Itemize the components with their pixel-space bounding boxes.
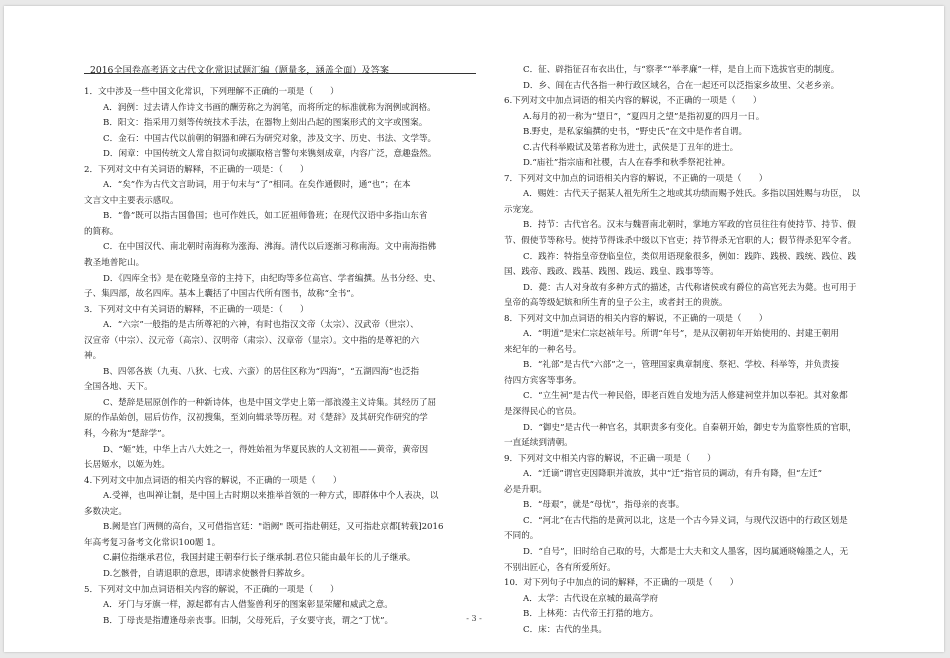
left-column-line: 汉宣帝（中宗）、汉元帝（高宗）、汉明帝（肃宗）、汉章帝（显宗）。文中指的是尊祀的六 xyxy=(84,335,420,346)
right-column-line: 节、假使节等称号。使持节得诛杀中级以下官吏；持节得杀无官职的人；假节得杀犯军令者。 xyxy=(504,236,857,247)
right-column-line: D．“自号”，旧时给自己取的号，大都是士大夫和文人墨客，因均属通晓翰墨之人，无 xyxy=(523,546,849,557)
right-column-line: A．太学：古代设在京城的最高学府 xyxy=(523,593,659,604)
right-column-line: 一直延续到清朝。 xyxy=(504,438,573,449)
left-column-line: 多数决定。 xyxy=(84,506,127,517)
left-column xyxy=(84,85,476,629)
right-column-line: 示宠宠。 xyxy=(504,204,539,215)
left-column-line: 的简称。 xyxy=(84,226,119,237)
right-column-line: 不别出匠心，各有所爱所好。 xyxy=(504,562,616,573)
left-column-line: 2．下列对文中有关词语的解释，不正确的一项是：（ ） xyxy=(84,164,309,175)
right-column-line: A．“迁谪”谓官吏因降职并流放，其中“迁”指官员的调动，有升有降，但“左迁” xyxy=(523,469,822,480)
left-column-line: B．阳文：指采用刀刻等传统技术手法，在器物上刻出凸起的图案形式的文字或图案。 xyxy=(103,118,428,129)
document-page xyxy=(4,6,944,652)
right-column-line: C．“立生祠”是古代一种民俗，即老百姓自发地为活人修建祠堂并加以奉祀。其对象都 xyxy=(523,391,848,402)
left-column-line: 教圣地普陀山。 xyxy=(84,258,145,269)
left-column-line: A.受禅，也叫禅让制，是中国上古时期以来推举首领的一种方式，即群体中个人表决，以 xyxy=(103,491,439,502)
left-column-line: A．牙门与牙旗一样，源起都有古人借鉴兽利牙的图案彰显荣耀和威武之意。 xyxy=(103,600,393,611)
right-column-line: 7．下列对文中加点的词语相关内容的解说，不正确的一项是（ ） xyxy=(504,173,768,184)
right-column-line: D.“庙社”指宗庙和社稷，古人在春季和秋季祭祀社神。 xyxy=(523,158,731,169)
left-column-line: 子、集四部，故名四库。基本上囊括了中国古代所有图书，故称“全书”。 xyxy=(84,289,360,300)
left-column-line: 原的作品始创，屈后仿作，汉初搜集，至刘向辑录等历程。对《楚辞》及其研究作研究的学 xyxy=(84,413,428,424)
right-column-line: B．持节：古代官名。汉末与魏晋南北朝时，掌地方军政的官员往往有使持节、持节、假 xyxy=(523,220,856,231)
left-column-line: B.阙是宫门两侧的高台，又可借指宫廷："诣阙" 既可指赴朝廷，又可指赴京都[转载]2016 xyxy=(103,522,444,533)
left-column-line: 5．下列对文中加点词语相关内容的解说，不正确的一项是（ ） xyxy=(84,584,339,595)
document-title: 2016全国卷高考语文古代文化常识试题汇编（题量多，涵盖全面）及答案 xyxy=(90,65,390,76)
page-number: - 3 - xyxy=(466,614,482,623)
left-column-line: 1．文中涉及一些中国文化常识，下列理解不正确的一项是（ ） xyxy=(84,87,339,97)
left-column-line: B．丁母丧是指遭逢母亲丧事。旧制，父母死后，子女要守丧，谓之“丁忧”。 xyxy=(103,615,394,626)
right-column-line: C．床：古代的坐具。 xyxy=(523,624,607,635)
left-column-line: 4.下列对文中加点词语的相关内容的解说，不正确的一项是（ ） xyxy=(84,475,342,486)
left-column-line: D、“姬”姓，中华上古八大姓之一，得姓始祖为华夏民族的人文初祖——黄帝，黄帝因 xyxy=(103,444,429,455)
left-column-line: 神。 xyxy=(84,351,102,362)
right-column-line: 不同的。 xyxy=(504,531,539,542)
right-column-line: 国、践帝、践政、践基、践图、践运、践皇、践事等等。 xyxy=(504,267,719,278)
left-column-line: A．“六宗”一般指的是古所尊祀的六神，有时也指汉文帝（太宗）、汉武帝（世宗）、 xyxy=(103,320,419,331)
left-column-line: A．润例：过去请人作诗文书画的酬劳称之为润笔，而将所定的标准就称为润例或润格。 xyxy=(103,102,436,113)
left-column-line: C．金石：中国古代以前朝的铜器和碑石为研究对象，涉及文字、历史、书法、文学等。 xyxy=(103,133,437,144)
left-column-line: A．“矣”作为古代文言助词，用于句末与“了”相同。在矣作通假时，通“也”；在本 xyxy=(103,180,411,191)
left-column-line: 文言文中主要表示感叹。 xyxy=(84,195,179,206)
left-column-line: D.乞骸骨，自请退职的意思，即请求使骸骨归葬故乡。 xyxy=(103,568,310,579)
right-column-line: B．“母艰”，就是“母忧”，指母亲的丧事。 xyxy=(523,500,685,511)
right-column-line: 来纪年的一种名号。 xyxy=(504,344,582,355)
right-column-line: B．上林苑：古代帝王打猎的地方。 xyxy=(523,609,659,620)
right-column-line: A．“明道”是宋仁宗赵祯年号。所谓“年号”，是从汉朝初年开始使用的、封建王朝用 xyxy=(523,329,839,340)
right-column-line: A.每月的初一称为“望日”，“夏四月之望”是指初夏的四月一日。 xyxy=(523,111,765,122)
left-column-line: 年高考复习备考文化常识100题 1。 xyxy=(84,537,221,548)
right-column-line: 待四方宾客等事务。 xyxy=(504,375,582,386)
right-column-line: 8．下列对文中加点词语的相关内容的解说，不正确的一项是（ ） xyxy=(504,313,768,324)
right-column-line: A．赐姓：古代天子据某人祖先所生之地或其功绩而赐予姓氏。多指以国姓赐与功臣， 以 xyxy=(523,189,861,200)
left-column-line: C.嗣位指继承君位，我国封建王朝奉行长子继承制.君位只能由最年长的儿子继承。 xyxy=(103,553,416,564)
header-rule xyxy=(84,73,476,74)
right-column-line: D．“御史”是古代一种官名，其职责多有变化。自秦朝开始，御史专为监察性质的官职， xyxy=(523,422,857,433)
left-column-line: C、楚辞是屈原创作的一种新诗体，也是中国文学史上第一部浪漫主义诗集。其经历了屈 xyxy=(103,397,437,408)
right-column-line: D．乡、闾在古代各指一种行政区域名，合在一起还可以泛指家乡故里、父老乡亲。 xyxy=(523,80,840,91)
left-column-line: 3．下列对文中有关词语的解释，不正确的一项是：（ ） xyxy=(84,304,309,315)
right-column-line: C.古代科举殿试及第者称为进士，武侯是丁丑年的进士。 xyxy=(523,142,739,153)
right-column-line: 是深得民心的官员。 xyxy=(504,407,582,418)
right-column-line: C．践祚：特指皇帝登临皇位，类似用语现象很多，例如：践阼、践极、践统、践位、践 xyxy=(523,251,857,262)
right-column-line: 6.下列对文中加点词语的相关内容的解说，不正确的一项是（ ） xyxy=(504,96,762,107)
left-column-line: B、四邻各族（九夷、八狄、七戎、六蛮）的居住区称为“四海”，“五湖四海”也泛指 xyxy=(103,366,420,377)
left-column-line: 长居姬水，以姬为姓。 xyxy=(84,460,170,471)
left-column-line: D．闲章：中国传统文人常自拟词句或撷取格言警句来镌刻成章，内容广泛，意趣盎然。 xyxy=(103,149,437,160)
right-column-line: C．征、辟指征召布衣出仕，与“察孝”“举孝廉”一样，是自上而下选拔官吏的制度。 xyxy=(523,65,840,75)
right-column-line: C．“河北”在古代指的是黄河以北，这是一个古今异义词，与现代汉语中的行政区划是 xyxy=(523,515,848,526)
right-column xyxy=(504,63,896,638)
right-column-line: 10．对下列句子中加点的词的解释，不正确的一项是（ ） xyxy=(504,578,739,589)
right-column-line: B.野史，是私家编撰的史书，“野史氏”在文中是作者自谓。 xyxy=(523,127,748,138)
left-column-line: B．“鲁”既可以指古国鲁国；也可作姓氏，如工匠祖师鲁班；在现代汉语中多指山东省 xyxy=(103,211,428,222)
left-column-line: 全国各地、天下。 xyxy=(84,382,153,393)
right-column-line: B．“礼部”是古代“六部”之一，管理国家典章制度、祭祀、学校、科举等，并负责接 xyxy=(523,360,840,371)
right-column-line: 皇帝的高等级妃嫔和所生育的皇子公主，或者封王的贵族。 xyxy=(504,298,728,309)
left-column-line: D．《四库全书》是在乾隆皇帝的主持下，由纪昀等多位高官、学者编撰。丛书分经、史、 xyxy=(103,273,441,284)
right-column-line: 9．下列对文中相关内容的解说，不正确一项是（ ） xyxy=(504,453,716,464)
right-column-line: 必是升职。 xyxy=(504,484,547,495)
left-column-line: C．在中国汉代、南北朝时南海称为涨海、沸海。清代以后逐渐习称南海。文中南海指佛 xyxy=(103,242,437,253)
left-column-line: 科，今称为“楚辞学”。 xyxy=(84,429,171,440)
right-column-line: D．薨：古人对身故有多种方式的描述，古代称诸侯或有爵位的高官死去为薨。也可用于 xyxy=(523,282,857,293)
